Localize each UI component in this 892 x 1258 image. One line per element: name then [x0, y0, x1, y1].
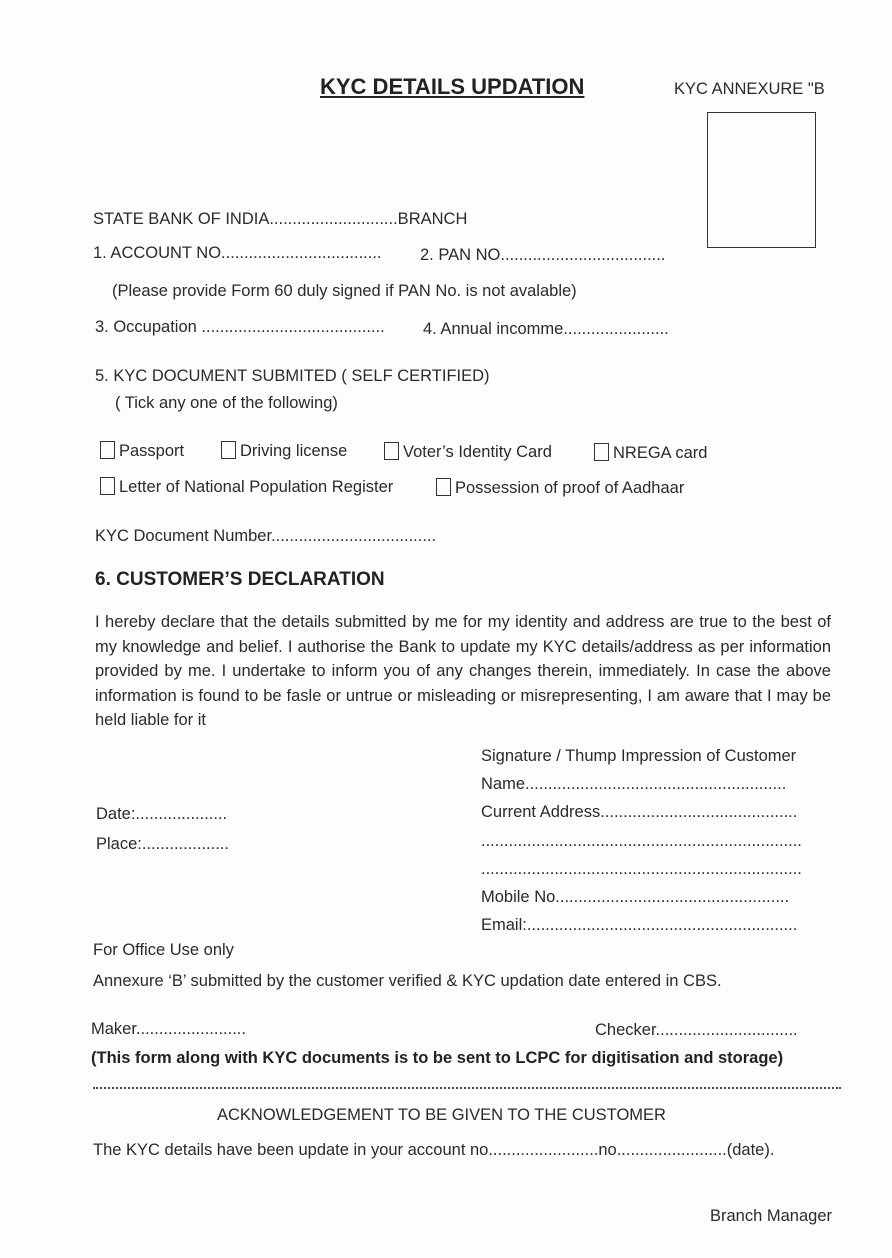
bank-branch-field[interactable]: STATE BANK OF INDIA............................BRANCH — [93, 210, 468, 228]
kyc-document-heading: 5. KYC DOCUMENT SUBMITED ( SELF CERTIFIED) — [95, 367, 490, 385]
account-number-field[interactable]: 1. ACCOUNT NO................................... — [93, 244, 382, 262]
office-use-heading: For Office Use only — [93, 941, 234, 959]
option-npr-letter[interactable] — [100, 477, 393, 497]
occupation-field[interactable]: 3. Occupation ........................................ — [95, 318, 385, 336]
email-field[interactable]: Email:........................................................... — [481, 916, 798, 934]
cut-line-divider — [93, 1087, 841, 1089]
branch-manager-signatory: Branch Manager — [710, 1207, 832, 1225]
driving-license-label: Driving license — [240, 442, 348, 460]
date-field[interactable]: Date:.................... — [96, 805, 228, 823]
office-verification-note: Annexure ‘B’ submitted by the customer verified & KYC updation date entered in CBS. — [93, 972, 722, 990]
checker-field[interactable]: Checker............................... — [595, 1021, 798, 1039]
address-line-3[interactable]: ...................................................................... — [481, 860, 802, 878]
name-field[interactable]: Name......................................................... — [481, 775, 787, 793]
acknowledgement-heading: ACKNOWLEDGEMENT TO BE GIVEN TO THE CUSTOMER — [217, 1106, 666, 1124]
annexure-label: KYC ANNEXURE "B — [674, 80, 825, 98]
passport-checkbox[interactable] — [100, 441, 115, 459]
place-field[interactable]: Place:................... — [96, 835, 229, 853]
passport-label: Passport — [119, 442, 185, 460]
option-voter-id[interactable] — [384, 442, 552, 462]
kyc-document-number-field[interactable]: KYC Document Number.................................... — [95, 527, 437, 545]
aadhaar-label: Possession of proof of Aadhaar — [455, 479, 685, 497]
driving-license-checkbox[interactable] — [221, 441, 236, 459]
form-title: KYC DETAILS UPDATION — [320, 74, 585, 99]
current-address-field[interactable]: Current Address........................................... — [481, 803, 798, 821]
tick-instruction: ( Tick any one of the following) — [115, 394, 338, 412]
declaration-text: I hereby declare that the details submitted by me for my identity and address are true to the best of my knowledge and belief. I authorise the Bank to update my KYC details/address as per information provided by me. I undertake to inform you of any changes therein, immediately. In case the above information is found to be fasle or untrue or misleading or misrepresenting, I am aware that I may be held liable for it — [95, 613, 831, 729]
option-passport[interactable] — [100, 441, 184, 461]
aadhaar-checkbox[interactable] — [436, 478, 451, 496]
option-nrega[interactable] — [594, 443, 707, 463]
option-driving-license[interactable] — [221, 441, 347, 461]
option-aadhaar[interactable] — [436, 478, 684, 498]
photo-box — [707, 112, 816, 248]
submission-instruction: (This form along with KYC documents is to be sent to LCPC for digitisation and storage) — [91, 1049, 784, 1067]
nrega-label: NREGA card — [613, 444, 708, 462]
mobile-number-field[interactable]: Mobile No................................................... — [481, 888, 790, 906]
address-line-2[interactable]: ...................................................................... — [481, 832, 802, 850]
npr-letter-label: Letter of National Population Register — [119, 478, 394, 496]
annual-income-field[interactable]: 4. Annual incomme....................... — [423, 320, 669, 338]
signature-label: Signature / Thump Impression of Customer — [481, 747, 797, 765]
voter-id-checkbox[interactable] — [384, 442, 399, 460]
maker-field[interactable]: Maker........................ — [91, 1020, 246, 1038]
pan-note: (Please provide Form 60 duly signed if PAN No. is not avalable) — [112, 282, 577, 300]
pan-number-field[interactable]: 2. PAN NO.................................... — [420, 246, 666, 264]
npr-letter-checkbox[interactable] — [100, 477, 115, 495]
acknowledgement-text: The KYC details have been update in your account no........................no........................(date). — [93, 1141, 775, 1159]
nrega-checkbox[interactable] — [594, 443, 609, 461]
voter-id-label: Voter’s Identity Card — [403, 443, 552, 461]
declaration-heading: 6. CUSTOMER’S DECLARATION — [95, 569, 385, 590]
